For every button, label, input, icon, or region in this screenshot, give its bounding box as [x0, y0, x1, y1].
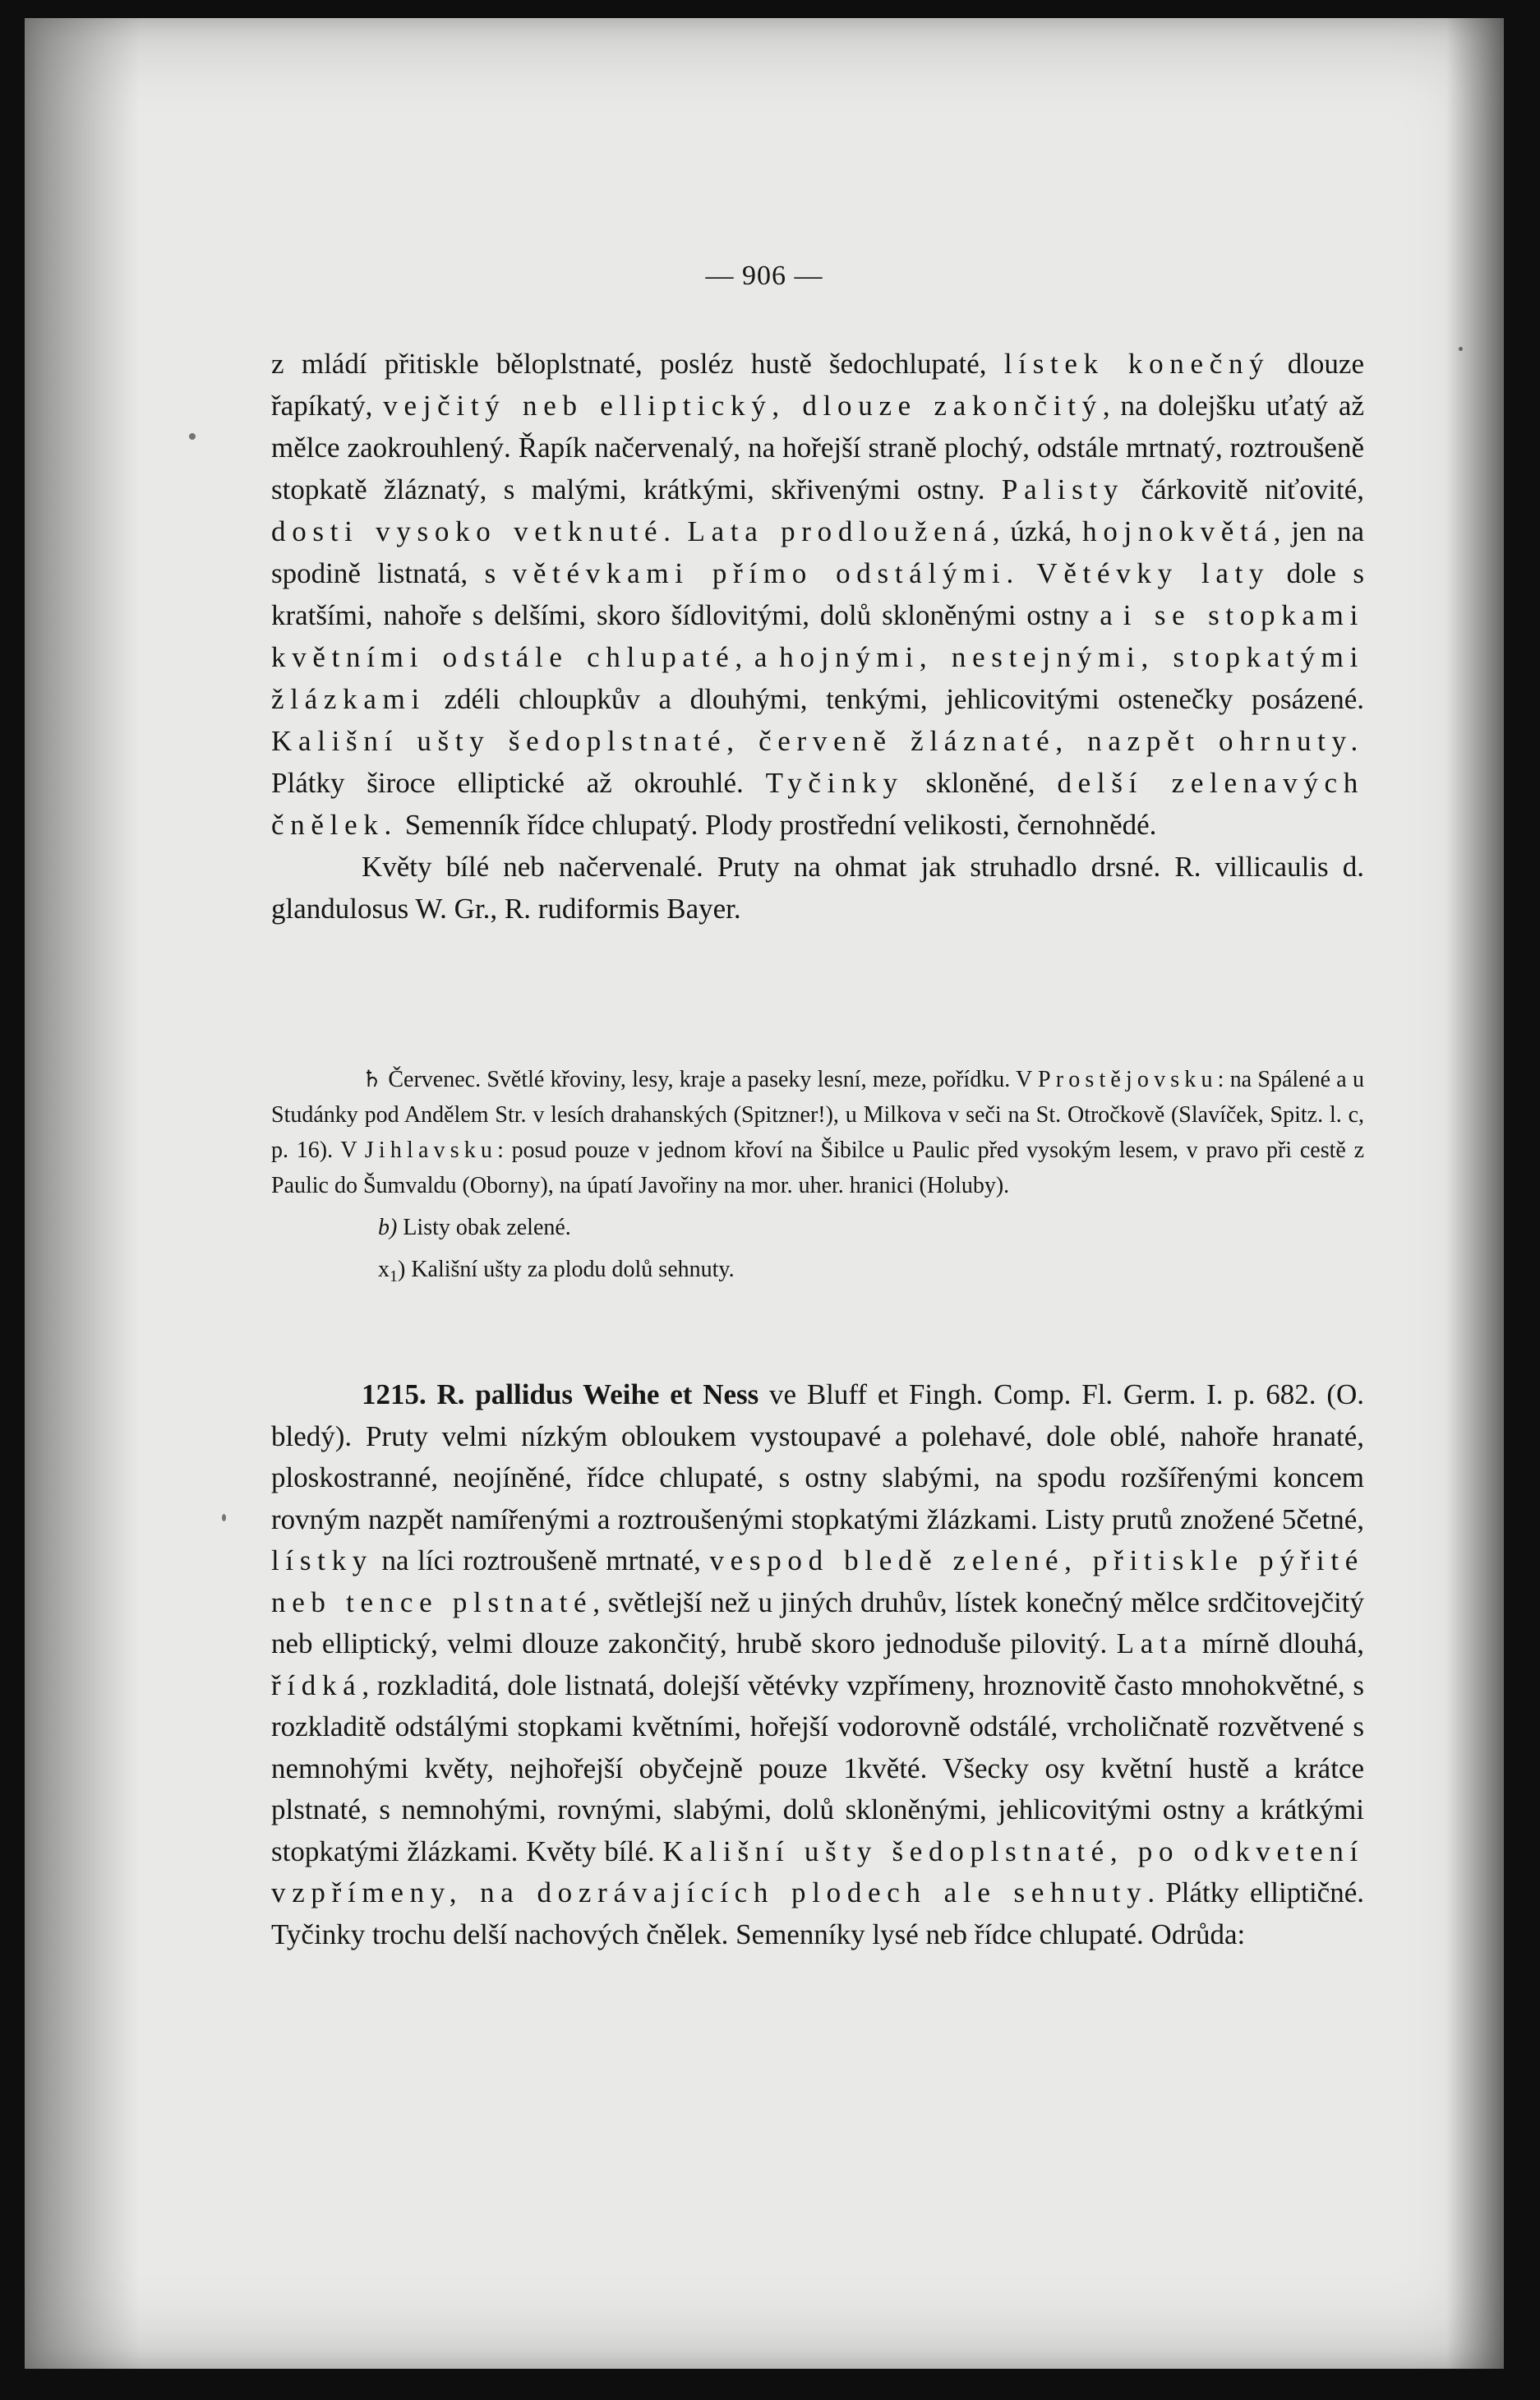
spaced-emphasis: Větévky laty: [1036, 557, 1270, 589]
spaced-emphasis: řídká: [271, 1668, 362, 1701]
description-text: [271, 343, 1364, 930]
text-run: čárkovitě niťovité,: [1124, 473, 1364, 505]
text-run: , úzká,: [992, 515, 1083, 547]
spaced-emphasis: Lata: [1116, 1627, 1193, 1659]
text-run: : na Spálené a u Studánky pod Andělem Str. v lesích drahanských (Spitzner!), u Milkova v seči na St. Otročkově (Slavíček, Spitz. l. c, p. 16). V: [271, 1067, 1364, 1163]
text-run: [1020, 557, 1036, 589]
spaced-emphasis: Tyčinky: [765, 767, 904, 799]
variety-x1-label: x: [378, 1257, 390, 1282]
variety-x1-text: ) Kališní ušty za plodu dolů sehnuty.: [398, 1257, 735, 1282]
spaced-emphasis: Prostějovsku: [1038, 1067, 1218, 1092]
spaced-emphasis: vespod bledě zelené, přitiskle pýřité neb tence plstnaté: [271, 1544, 1364, 1618]
spaced-emphasis: hojnokvětá: [1082, 515, 1274, 547]
text-run: , světlejší než u jiných druhův, lístek konečný mělce srdčitovejčitý neb elliptický, velmi dlouze zakončitý, hrubě skoro jednoduše pilovitý.: [271, 1585, 1364, 1659]
text-run: , a: [735, 641, 780, 673]
spaced-emphasis: i se stopkami květními odstále chlupaté: [271, 599, 1364, 673]
text-run: mírně dlouhá,: [1192, 1627, 1364, 1659]
spaced-emphasis: Kališní ušty šedoplstnaté, červeně žláznaté, nazpět ohrnuty.: [271, 725, 1364, 757]
species-entry: [271, 1374, 1364, 1955]
spaced-emphasis: větévkami přímo odstálými.: [512, 557, 1020, 589]
spaced-emphasis: Palisty: [1001, 473, 1125, 505]
spaced-emphasis: lístky: [271, 1544, 373, 1576]
locality-paragraph: [271, 1062, 1364, 1203]
flowers-paragraph: [271, 846, 1364, 930]
text-run: : posud pouze v jednom křoví na Šibilce u Paulic před vysokým lesem, v pravo při cestě z Paulic do Šumvaldu (Oborny), na úpatí Javořiny na mor. uher. hranici (Holuby).: [271, 1138, 1364, 1198]
text-run: zdéli chloupkův a dlouhými, tenkými, jehlicovitými ostenečky posázené.: [425, 683, 1364, 715]
book-page: [25, 18, 1504, 2369]
text-run: , na dolejšku uťatý až mělce zaokrouhlený. Řapík načervenalý, na hořejší straně plochý, odstále mrtnatý, roztroušeně stopkatě žláznatý, s malými, krátkými, skřivenými ostny.: [271, 390, 1364, 505]
ink-speck: [189, 433, 196, 440]
spaced-emphasis: dosti vysoko vetknuté.: [271, 515, 677, 547]
text-run: ve Bluff et Fingh. Comp. Fl. Germ. I. p. 682. (O. bledý). Pruty velmi nízkým obloukem vystoupavé a polehavé, dole oblé, nahoře hranaté, ploskostranné, neojíněné, řídce chlupaté, s ostny slabými, na spodu rozšířenými koncem rovným nazpět namířenými a roztroušenými stopkatými žlázkami. Listy prutů znožené 5četné,: [271, 1378, 1365, 1535]
spaced-emphasis: Jihlavsku: [364, 1138, 498, 1163]
text-run: Semenník řídce chlupatý. Plody prostřední velikosti, černohnědé.: [397, 809, 1157, 841]
text-run: ♄ Červenec. Světlé křoviny, lesy, kraje a paseky lesní, meze, pořídku. V: [362, 1067, 1039, 1092]
variety-x1-subscript: 1: [390, 1267, 398, 1285]
text-run: z mládí přitiskle běloplstnaté, posléz hustě šedochlupaté,: [271, 348, 1004, 380]
spaced-emphasis: Lata prodloužená: [687, 515, 993, 547]
text-run: , jen na spodině listnatá, s: [271, 515, 1364, 589]
text-run: Plátky široce elliptické až okrouhlé.: [271, 767, 766, 799]
variety-b-text: Listy obak zelené.: [397, 1215, 571, 1240]
spaced-emphasis: vejčitý neb elliptický, dlouze zakončitý: [383, 390, 1103, 422]
text-run: . Plátky elliptičné. Tyčinky trochu delší nachových čnělek. Semenníky lysé neb řídce chlupaté. Odrůda:: [271, 1876, 1364, 1950]
spaced-emphasis: lístek konečný: [1003, 348, 1270, 380]
page-number: — 906 —: [705, 261, 823, 291]
text-run: , rozkladitá, dole listnatá, dolejší větévky vzpřímeny, hroznovitě často mnohokvětné, s rozkladitě odstálými stopkami květními, hořejší vodorovně odstálé, vrcholičnatě rozvětvené s nemnohými květy, nejhořejší obyčejně pouze 1květé. Všecky osy květní hustě a krátce plstnaté, s nemnohými, rovnými, slabými, dolů skloněnými, jehlicovitými ostny a krátkými stopkatými žlázkami. Květy bílé.: [271, 1668, 1364, 1867]
distribution-notes: [271, 1062, 1364, 1295]
species-paragraph: [271, 1374, 1364, 1955]
text-run: na líci roztroušeně mrtnaté,: [373, 1544, 710, 1576]
variety-x1-note: [271, 1252, 1364, 1295]
text-run: dole s kratšími, nahoře s delšími, skoro šídlovitými, dolů skloněnými ostny a: [271, 557, 1365, 631]
variety-b-note: [271, 1210, 1364, 1245]
description-paragraph: [271, 343, 1364, 846]
ink-speck: [1459, 347, 1463, 351]
variety-b-label: b): [378, 1215, 398, 1240]
spaced-emphasis: Kališní ušty šedoplstnaté, po odkvetení vzpřímeny, na dozrávajících plodech ale sehnuty: [271, 1835, 1364, 1908]
spaced-emphasis: hojnými, nestejnými, stopkatými žlázkami: [271, 641, 1364, 715]
text-run: skloněné,: [903, 767, 1058, 799]
species-heading: 1215. R. pallidus Weihe et Ness: [362, 1378, 759, 1410]
text-run: dlouze řapíkatý,: [271, 348, 1364, 422]
spaced-emphasis: delší zelenavých čnělek.: [271, 767, 1364, 841]
text-run: Květy bílé neb načervenalé. Pruty na ohmat jak struhadlo drsné. R. villicaulis d. glandulosus W. Gr., R. rudiformis Bayer.: [271, 851, 1364, 925]
ink-speck: [222, 1514, 226, 1521]
text-run: [677, 515, 688, 547]
